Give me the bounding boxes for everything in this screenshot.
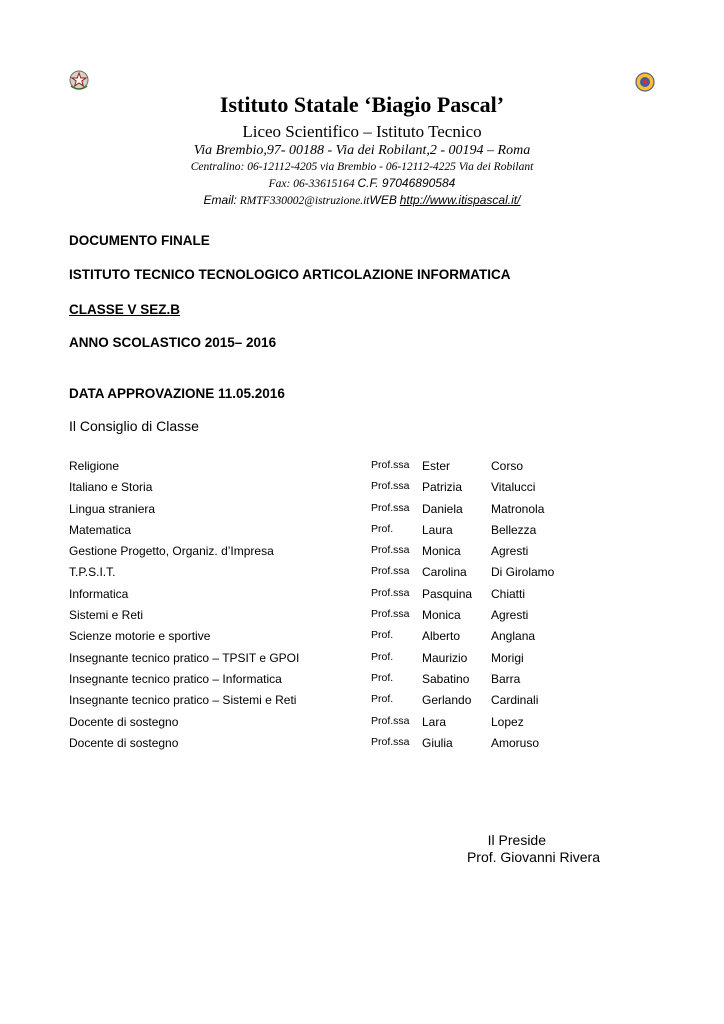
teacher-title: Prof.ssa: [371, 714, 410, 727]
teacher-first-name: Daniela: [422, 501, 463, 516]
teacher-last-name: Corso: [491, 459, 524, 473]
teacher-subject: Religione: [69, 459, 120, 473]
teacher-subject: Insegnante tecnico pratico – Sistemi e Reti: [69, 693, 297, 708]
letterhead: [0, 88, 724, 209]
institute-name: Istituto Statale ‘Biagio Pascal’: [219, 92, 505, 117]
teacher-title: Prof.ssa: [371, 480, 410, 493]
teacher-row: [69, 733, 589, 754]
teacher-last-name: Lopez: [491, 714, 524, 729]
teacher-last-name: Amoruso: [491, 735, 540, 750]
teacher-last-name: Vitalucci: [491, 480, 536, 495]
teacher-first-name: Laura: [422, 522, 453, 537]
teacher-row: [69, 541, 589, 562]
teacher-subject: Italiano e Storia: [69, 480, 153, 495]
teacher-first-name: Pasquina: [422, 586, 473, 601]
institute-phone: Centralino: 06-12112-4205 via Brembio - 06-12112-4225 Via dei Robilant: [190, 161, 534, 173]
teacher-title: Prof.: [371, 671, 394, 684]
document-heading: DOCUMENTO FINALE: [69, 233, 210, 248]
teacher-first-name: Patrizia: [422, 480, 463, 495]
teacher-last-name: Di Girolamo: [491, 565, 555, 580]
teacher-row: [69, 562, 589, 583]
fax-number: Fax: 06-33615164: [268, 178, 355, 190]
fax-line: [0, 175, 724, 192]
teacher-subject: Insegnante tecnico pratico – Informatica: [69, 671, 282, 686]
teacher-title: Prof.: [371, 650, 394, 663]
course-heading: ISTITUTO TECNICO TECNOLOGICO ARTICOLAZIONE INFORMATICA: [69, 267, 511, 282]
approval-date-heading: DATA APPROVAZIONE 11.05.2016: [69, 386, 285, 401]
teacher-title: Prof.: [371, 629, 394, 642]
teacher-last-name: Agresti: [491, 544, 529, 559]
signature-block: [400, 832, 600, 866]
teacher-subject: Lingua straniera: [69, 501, 156, 516]
teacher-row: [69, 648, 589, 669]
teacher-first-name: Giulia: [422, 735, 453, 750]
teacher-subject: Insegnante tecnico pratico – TPSIT e GPOI: [69, 650, 300, 665]
teacher-subject: Gestione Progetto, Organiz. d’Impresa: [69, 544, 274, 559]
teacher-last-name: Agresti: [491, 608, 529, 623]
email-label: Email:: [203, 193, 237, 207]
teacher-row: [69, 477, 589, 498]
teacher-row: [69, 456, 589, 477]
teacher-subject: Matematica: [69, 522, 132, 537]
web-label: WEB: [369, 193, 397, 207]
email-address[interactable]: RMTF330002@istruzione.it: [239, 195, 370, 207]
teacher-last-name: Anglana: [491, 629, 536, 644]
teacher-last-name: Barra: [491, 671, 521, 686]
teacher-last-name: Chiatti: [491, 586, 526, 601]
teacher-row: [69, 626, 589, 647]
teacher-list: [69, 456, 589, 754]
class-heading: CLASSE V SEZ.B: [69, 302, 181, 317]
teacher-title: Prof.ssa: [371, 501, 410, 514]
signature-role: Il Preside: [487, 832, 546, 848]
teacher-subject: Sistemi e Reti: [69, 608, 144, 623]
teacher-first-name: Gerlando: [422, 693, 472, 708]
teacher-last-name: Bellezza: [491, 522, 537, 537]
teacher-subject: Informatica: [69, 586, 129, 601]
teacher-title: Prof.ssa: [371, 608, 410, 621]
teacher-row: [69, 712, 589, 733]
teacher-first-name: Monica: [422, 608, 461, 623]
teacher-first-name: Monica: [422, 544, 461, 559]
school-year-heading: ANNO SCOLASTICO 2015– 2016: [69, 335, 277, 350]
teacher-row: [69, 520, 589, 541]
teacher-last-name: Matronola: [491, 501, 545, 516]
teacher-first-name: Carolina: [422, 565, 467, 580]
teacher-subject: Docente di sostegno: [69, 714, 179, 729]
teacher-subject: Scienze motorie e sportive: [69, 629, 211, 644]
teacher-row: [69, 669, 589, 690]
teacher-title: Prof.ssa: [371, 586, 410, 599]
teacher-first-name: Maurizio: [422, 650, 468, 665]
council-label: Il Consiglio di Classe: [69, 418, 199, 434]
teacher-first-name: Sabatino: [422, 671, 470, 686]
teacher-last-name: Morigi: [491, 650, 524, 665]
teacher-last-name: Cardinali: [491, 693, 539, 708]
teacher-first-name: Ester: [422, 459, 451, 473]
web-link[interactable]: http://www.itispascal.it/: [399, 193, 521, 207]
teacher-row: [69, 605, 589, 626]
teacher-row: [69, 690, 589, 711]
contact-line: [0, 192, 724, 209]
teacher-title: Prof.: [371, 693, 394, 706]
teacher-title: Prof.ssa: [371, 565, 410, 578]
teacher-subject: Docente di sostegno: [69, 735, 179, 750]
teacher-subject: T.P.S.I.T.: [69, 565, 116, 580]
teacher-title: Prof.ssa: [371, 459, 410, 471]
teacher-row: [69, 499, 589, 520]
teacher-first-name: Lara: [422, 714, 447, 729]
institute-address: Via Brembio,97- 00188 - Via dei Robilant,2 - 00194 – Roma: [193, 143, 531, 158]
teacher-title: Prof.ssa: [371, 544, 410, 557]
signature-name: Prof. Giovanni Rivera: [466, 849, 600, 865]
teacher-row: [69, 584, 589, 605]
teacher-title: Prof.ssa: [371, 735, 410, 748]
institute-subtitle: Liceo Scientifico – Istituto Tecnico: [242, 122, 482, 141]
teacher-title: Prof.: [371, 522, 394, 535]
teacher-first-name: Alberto: [422, 629, 461, 644]
fiscal-code: C.F. 97046890584: [357, 176, 456, 190]
